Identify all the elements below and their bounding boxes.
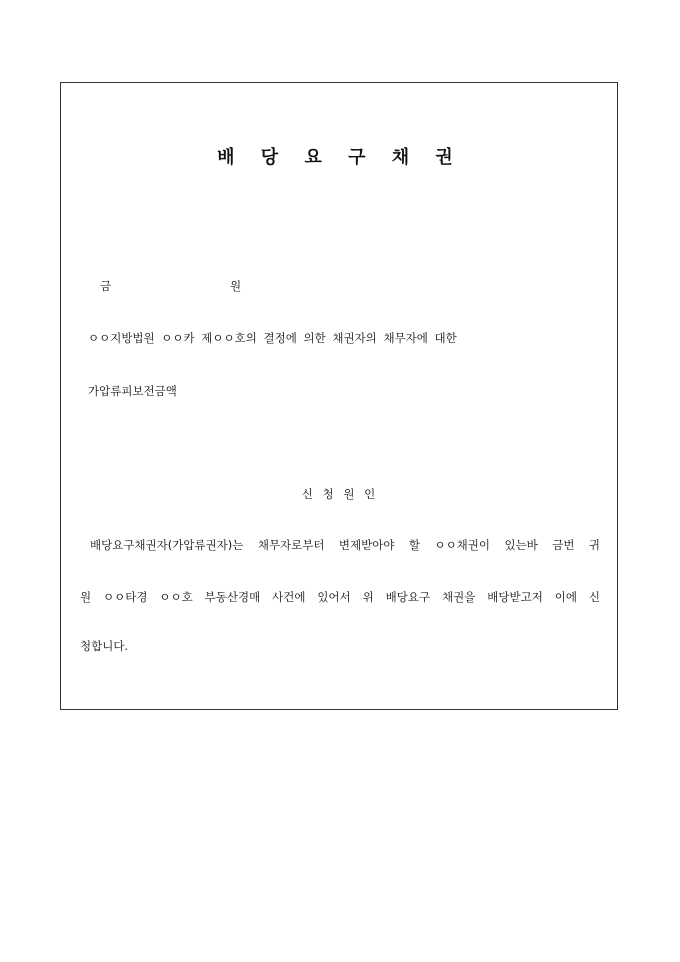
application-paragraph-line-3: 청합니다. — [80, 639, 129, 653]
amount-label: 금 — [100, 279, 112, 293]
claim-basis-line-2: 가압류피보전금액 — [88, 384, 177, 398]
application-paragraph-line-2: 원 ㅇㅇ타경 ㅇㅇ호 부동산경매 사건에 있어서 위 배당요구 채권을 배당받고저 이에 신 — [80, 590, 600, 604]
application-paragraph-line-1: 배당요구채권자(가압류권자)는 채무자로부터 변제받아야 할 ㅇㅇ채권이 있는바 금번 귀 — [90, 538, 600, 552]
amount-unit: 원 — [230, 279, 242, 293]
applicant-heading: 신 청 원 인 — [301, 487, 379, 501]
claim-basis-line-1: ㅇㅇ지방법원 ㅇㅇ카 제ㅇㅇ호의 결정에 의한 채권자의 채무자에 대한 — [88, 331, 457, 345]
document-title: 배 당 요 구 채 권 — [217, 147, 463, 168]
